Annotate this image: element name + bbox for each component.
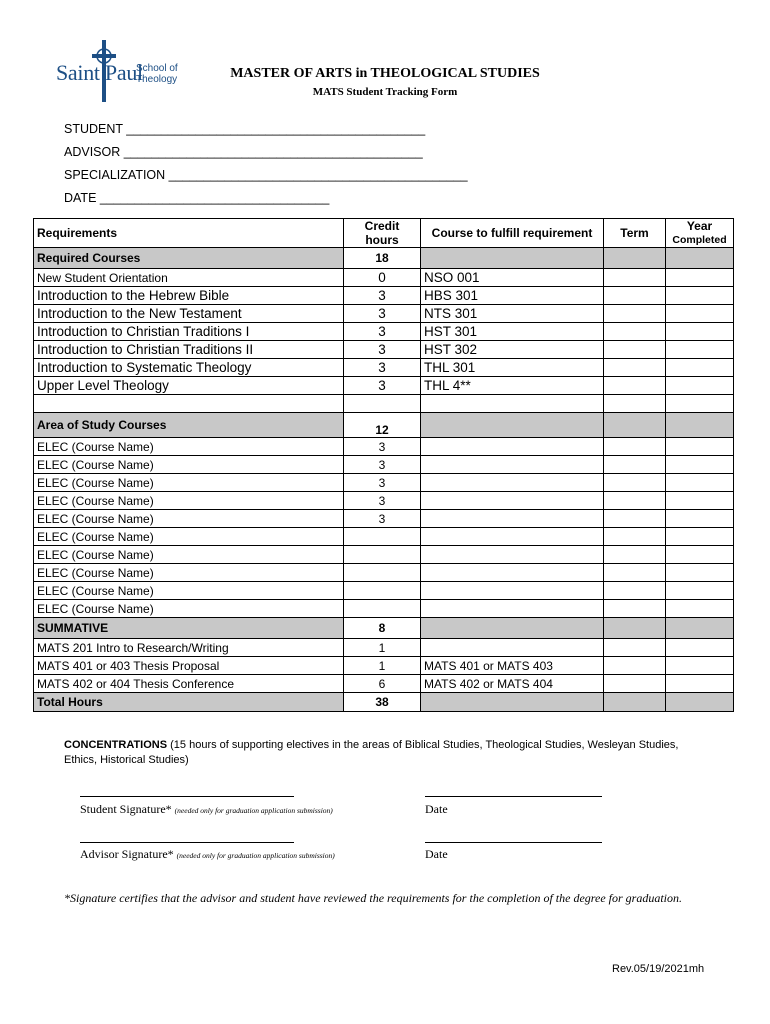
concentrations-text: [64, 738, 714, 768]
logo-name: Saint Paul: [56, 60, 143, 85]
credit-hours: [344, 564, 421, 582]
year-cell[interactable]: [666, 639, 734, 657]
student-field[interactable]: STUDENT ___________________________________________: [64, 122, 426, 136]
student-sig-note: (needed only for graduation application submission): [174, 806, 333, 815]
year-cell[interactable]: [666, 657, 734, 675]
year-cell[interactable]: [666, 492, 734, 510]
total-hours-row: [34, 693, 734, 712]
credit-hours: 3: [344, 456, 421, 474]
credit-hours: 3: [344, 287, 421, 305]
header-requirements: Requirements: [34, 219, 344, 248]
required-courses-section: [34, 248, 734, 269]
section-label: Area of Study Courses: [34, 413, 344, 438]
course-fulfill[interactable]: [421, 456, 604, 474]
term-cell[interactable]: [604, 456, 666, 474]
table-row: [34, 492, 734, 510]
term-cell[interactable]: [604, 510, 666, 528]
course-fulfill[interactable]: HST 301: [421, 323, 604, 341]
year-cell[interactable]: [666, 600, 734, 618]
course-fulfill[interactable]: THL 301: [421, 359, 604, 377]
year-cell[interactable]: [666, 341, 734, 359]
term-cell[interactable]: [604, 492, 666, 510]
term-cell[interactable]: [604, 323, 666, 341]
total-label: Total Hours: [34, 693, 344, 712]
course-fulfill[interactable]: [421, 492, 604, 510]
table-row: [34, 639, 734, 657]
header-credit-hours: Credit hours: [344, 219, 421, 248]
header-year-completed: [666, 219, 734, 248]
requirement-name: Introduction to the New Testament: [34, 305, 344, 323]
table-row: [34, 546, 734, 564]
section-label: SUMMATIVE: [34, 618, 344, 639]
table-row: [34, 305, 734, 323]
table-row: [34, 528, 734, 546]
credit-hours: 3: [344, 377, 421, 395]
date-line-2[interactable]: [425, 842, 602, 843]
study-rows: [34, 438, 734, 618]
term-cell[interactable]: [604, 564, 666, 582]
header-course: Course to fulfill requirement: [421, 219, 604, 248]
student-signature-line[interactable]: [80, 796, 294, 797]
credit-hours: 3: [344, 510, 421, 528]
requirement-name: MATS 401 or 403 Thesis Proposal: [34, 657, 344, 675]
credit-hours: 3: [344, 341, 421, 359]
credit-hours: 1: [344, 657, 421, 675]
credit-hours: 6: [344, 675, 421, 693]
course-fulfill[interactable]: [421, 546, 604, 564]
date-label-2: Date: [425, 847, 448, 861]
table-row: [34, 657, 734, 675]
term-cell[interactable]: [604, 359, 666, 377]
credit-hours: 3: [344, 438, 421, 456]
student-info-fields: [64, 122, 468, 214]
credit-hours: 3: [344, 474, 421, 492]
requirement-name: Introduction to Christian Traditions I: [34, 323, 344, 341]
requirement-name: ELEC (Course Name): [34, 510, 344, 528]
credit-hours: [344, 528, 421, 546]
credit-hours: 3: [344, 359, 421, 377]
term-cell[interactable]: [604, 341, 666, 359]
table-row: [34, 600, 734, 618]
term-cell[interactable]: [604, 269, 666, 287]
table-header-row: [34, 219, 734, 248]
table-row: [34, 269, 734, 287]
specialization-field[interactable]: SPECIALIZATION ___________________________________________: [64, 168, 468, 182]
summative-rows: [34, 639, 734, 693]
table-row: [34, 456, 734, 474]
credit-hours: [344, 582, 421, 600]
term-cell[interactable]: [604, 305, 666, 323]
year-cell[interactable]: [666, 675, 734, 693]
course-fulfill[interactable]: MATS 401 or MATS 403: [421, 657, 604, 675]
page-title: MASTER OF ARTS in THEOLOGICAL STUDIES: [230, 66, 540, 81]
date-label-1: Date: [425, 802, 448, 816]
header-term: Term: [604, 219, 666, 248]
term-cell[interactable]: [604, 639, 666, 657]
concentrations-label: CONCENTRATIONS: [64, 739, 168, 751]
table-row: [34, 323, 734, 341]
advisor-sig-note: (needed only for graduation application submission): [176, 851, 335, 860]
term-cell[interactable]: [604, 657, 666, 675]
term-cell[interactable]: [604, 546, 666, 564]
term-cell[interactable]: [604, 377, 666, 395]
table-row: [34, 675, 734, 693]
table-row: [34, 287, 734, 305]
year-cell[interactable]: [666, 528, 734, 546]
table-row: [34, 438, 734, 456]
study-courses-section: [34, 413, 734, 438]
term-cell[interactable]: [604, 675, 666, 693]
year-cell[interactable]: [666, 582, 734, 600]
summative-section: [34, 618, 734, 639]
course-fulfill[interactable]: [421, 438, 604, 456]
year-cell[interactable]: [666, 474, 734, 492]
course-fulfill[interactable]: THL 4**: [421, 377, 604, 395]
term-cell[interactable]: [604, 287, 666, 305]
year-cell[interactable]: [666, 269, 734, 287]
requirement-name: ELEC (Course Name): [34, 438, 344, 456]
course-fulfill[interactable]: NSO 001: [421, 269, 604, 287]
revision-text: Rev.05/19/2021mh: [612, 963, 705, 975]
requirement-name: Upper Level Theology: [34, 377, 344, 395]
requirement-name: ELEC (Course Name): [34, 492, 344, 510]
date-line-1[interactable]: [425, 796, 602, 797]
year-cell[interactable]: [666, 564, 734, 582]
course-fulfill[interactable]: [421, 528, 604, 546]
student-signature-label: [80, 802, 333, 817]
page-subtitle: MATS Student Tracking Form: [312, 86, 458, 98]
course-fulfill[interactable]: HST 302: [421, 341, 604, 359]
credit-hours: [344, 546, 421, 564]
requirement-name: ELEC (Course Name): [34, 564, 344, 582]
credit-hours: 3: [344, 305, 421, 323]
section-hours: 12: [344, 413, 421, 438]
course-fulfill[interactable]: [421, 639, 604, 657]
year-cell[interactable]: [666, 546, 734, 564]
year-cell[interactable]: [666, 305, 734, 323]
total-hours: 38: [344, 693, 421, 712]
credit-hours: 1: [344, 639, 421, 657]
credit-hours: 0: [344, 269, 421, 287]
section-hours: 8: [344, 618, 421, 639]
header-completed: Completed: [672, 234, 727, 246]
requirement-name: New Student Orientation: [34, 269, 344, 287]
table-row: [34, 564, 734, 582]
requirement-name: ELEC (Course Name): [34, 582, 344, 600]
credit-hours: 3: [344, 323, 421, 341]
requirement-name: ELEC (Course Name): [34, 528, 344, 546]
course-fulfill[interactable]: HBS 301: [421, 287, 604, 305]
signature-note: *Signature certifies that the advisor and student have reviewed the requirements for the completion of the degree for graduation.: [64, 891, 682, 905]
requirement-name: Introduction to Systematic Theology: [34, 359, 344, 377]
advisor-sig-text: Advisor Signature*: [80, 847, 174, 861]
header-year: Year: [686, 219, 713, 233]
table-row: [34, 395, 734, 413]
requirement-name: ELEC (Course Name): [34, 600, 344, 618]
requirement-name: Introduction to Christian Traditions II: [34, 341, 344, 359]
section-hours: 18: [344, 248, 421, 269]
year-cell[interactable]: [666, 359, 734, 377]
requirement-name: Introduction to the Hebrew Bible: [34, 287, 344, 305]
advisor-signature-line[interactable]: [80, 842, 294, 843]
course-fulfill[interactable]: [421, 474, 604, 492]
requirement-name: ELEC (Course Name): [34, 456, 344, 474]
table-row: [34, 377, 734, 395]
term-cell[interactable]: [604, 474, 666, 492]
credit-hours: [344, 600, 421, 618]
table-row: [34, 510, 734, 528]
course-fulfill[interactable]: [421, 600, 604, 618]
course-fulfill[interactable]: [421, 582, 604, 600]
course-fulfill[interactable]: NTS 301: [421, 305, 604, 323]
date-field[interactable]: DATE _________________________________: [64, 191, 330, 205]
requirement-name: MATS 402 or 404 Thesis Conference: [34, 675, 344, 693]
term-cell[interactable]: [604, 600, 666, 618]
year-cell[interactable]: [666, 287, 734, 305]
advisor-signature-label: [80, 847, 335, 862]
requirement-name: MATS 201 Intro to Research/Writing: [34, 639, 344, 657]
term-cell[interactable]: [604, 438, 666, 456]
credit-hours: 3: [344, 492, 421, 510]
required-rows: [34, 269, 734, 395]
course-fulfill[interactable]: MATS 402 or MATS 404: [421, 675, 604, 693]
table-row: [34, 359, 734, 377]
section-label: Required Courses: [34, 248, 344, 269]
term-cell[interactable]: [604, 582, 666, 600]
requirements-table: [33, 218, 734, 712]
table-row: [34, 582, 734, 600]
logo-sub2: Theology: [136, 74, 178, 85]
table-row: [34, 474, 734, 492]
course-fulfill[interactable]: [421, 510, 604, 528]
year-cell[interactable]: [666, 438, 734, 456]
student-sig-text: Student Signature*: [80, 802, 172, 816]
year-cell[interactable]: [666, 510, 734, 528]
term-cell[interactable]: [604, 528, 666, 546]
course-fulfill[interactable]: [421, 564, 604, 582]
year-cell[interactable]: [666, 377, 734, 395]
requirement-name: ELEC (Course Name): [34, 546, 344, 564]
year-cell[interactable]: [666, 456, 734, 474]
table-row: [34, 341, 734, 359]
requirement-name: ELEC (Course Name): [34, 474, 344, 492]
concentrations-desc: (15 hours of supporting electives in the areas of Biblical Studies, Theological Studies, Wesleyan Studies, Ethics, Historical Studies): [64, 739, 679, 766]
logo-sub1: School of: [136, 63, 178, 74]
year-cell[interactable]: [666, 323, 734, 341]
advisor-field[interactable]: ADVISOR ___________________________________________: [64, 145, 423, 159]
